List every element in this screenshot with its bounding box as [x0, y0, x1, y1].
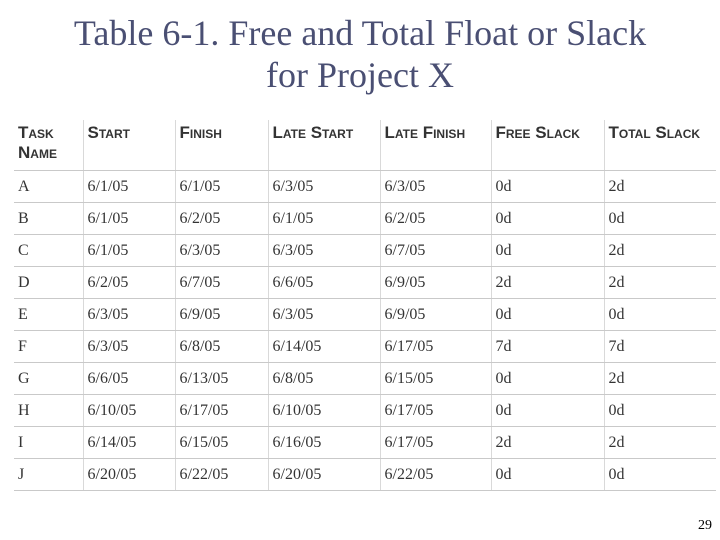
header-late-finish: Late Finish: [380, 120, 491, 171]
cell-late-start: 6/3/05: [268, 235, 380, 267]
cell-free-slack: 0d: [491, 203, 604, 235]
cell-task-name: A: [14, 171, 83, 203]
cell-late-start: 6/10/05: [268, 395, 380, 427]
cell-late-start: 6/3/05: [268, 299, 380, 331]
cell-finish: 6/3/05: [175, 235, 268, 267]
cell-late-finish: 6/15/05: [380, 363, 491, 395]
cell-finish: 6/8/05: [175, 331, 268, 363]
cell-free-slack: 0d: [491, 235, 604, 267]
cell-start: 6/2/05: [83, 267, 175, 299]
cell-total-slack: 2d: [604, 427, 716, 459]
cell-free-slack: 0d: [491, 299, 604, 331]
cell-task-name: I: [14, 427, 83, 459]
cell-start: 6/10/05: [83, 395, 175, 427]
cell-task-name: G: [14, 363, 83, 395]
cell-total-slack: 2d: [604, 363, 716, 395]
cell-finish: 6/17/05: [175, 395, 268, 427]
cell-late-start: 6/6/05: [268, 267, 380, 299]
cell-finish: 6/22/05: [175, 459, 268, 491]
cell-late-finish: 6/9/05: [380, 267, 491, 299]
cell-total-slack: 2d: [604, 171, 716, 203]
cell-task-name: B: [14, 203, 83, 235]
page-number: 29: [698, 518, 712, 533]
header-late-start: Late Start: [268, 120, 380, 171]
cell-start: 6/3/05: [83, 299, 175, 331]
cell-late-start: 6/8/05: [268, 363, 380, 395]
cell-total-slack: 0d: [604, 203, 716, 235]
cell-task-name: E: [14, 299, 83, 331]
cell-finish: 6/9/05: [175, 299, 268, 331]
cell-free-slack: 2d: [491, 427, 604, 459]
cell-total-slack: 0d: [604, 459, 716, 491]
cell-free-slack: 0d: [491, 395, 604, 427]
cell-late-start: 6/16/05: [268, 427, 380, 459]
cell-total-slack: 7d: [604, 331, 716, 363]
table-row: [14, 363, 716, 395]
cell-start: 6/1/05: [83, 203, 175, 235]
cell-late-finish: 6/17/05: [380, 395, 491, 427]
cell-free-slack: 0d: [491, 171, 604, 203]
cell-free-slack: 7d: [491, 331, 604, 363]
cell-finish: 6/13/05: [175, 363, 268, 395]
cell-total-slack: 2d: [604, 235, 716, 267]
header-task-name: Task Name: [14, 120, 83, 171]
cell-late-start: 6/1/05: [268, 203, 380, 235]
table-body: [14, 171, 716, 491]
table-row: [14, 459, 716, 491]
header-finish: Finish: [175, 120, 268, 171]
cell-task-name: C: [14, 235, 83, 267]
header-free-slack: Free Slack: [491, 120, 604, 171]
cell-start: 6/6/05: [83, 363, 175, 395]
cell-late-finish: 6/9/05: [380, 299, 491, 331]
cell-late-finish: 6/2/05: [380, 203, 491, 235]
cell-total-slack: 0d: [604, 299, 716, 331]
cell-task-name: J: [14, 459, 83, 491]
cell-late-start: 6/3/05: [268, 171, 380, 203]
table-row: [14, 203, 716, 235]
cell-total-slack: 0d: [604, 395, 716, 427]
cell-late-finish: 6/22/05: [380, 459, 491, 491]
header-start: Start: [83, 120, 175, 171]
table-row: [14, 299, 716, 331]
cell-task-name: F: [14, 331, 83, 363]
title-line-2: for Project X: [266, 55, 454, 95]
cell-finish: 6/7/05: [175, 267, 268, 299]
cell-start: 6/1/05: [83, 235, 175, 267]
table-row: [14, 427, 716, 459]
cell-total-slack: 2d: [604, 267, 716, 299]
cell-finish: 6/2/05: [175, 203, 268, 235]
cell-free-slack: 2d: [491, 267, 604, 299]
cell-task-name: D: [14, 267, 83, 299]
table-row: [14, 395, 716, 427]
header-total-slack: Total Slack: [604, 120, 716, 171]
cell-start: 6/14/05: [83, 427, 175, 459]
slack-table: [14, 120, 716, 491]
table-row: [14, 267, 716, 299]
table-row: [14, 171, 716, 203]
slide-title: [0, 12, 720, 96]
table-header-row: [14, 120, 716, 171]
cell-finish: 6/1/05: [175, 171, 268, 203]
cell-free-slack: 0d: [491, 459, 604, 491]
cell-late-finish: 6/3/05: [380, 171, 491, 203]
cell-late-finish: 6/7/05: [380, 235, 491, 267]
cell-start: 6/20/05: [83, 459, 175, 491]
cell-late-start: 6/14/05: [268, 331, 380, 363]
table-row: [14, 331, 716, 363]
cell-start: 6/1/05: [83, 171, 175, 203]
cell-free-slack: 0d: [491, 363, 604, 395]
cell-start: 6/3/05: [83, 331, 175, 363]
title-line-1: Table 6-1. Free and Total Float or Slack: [73, 13, 647, 53]
cell-finish: 6/15/05: [175, 427, 268, 459]
cell-late-start: 6/20/05: [268, 459, 380, 491]
cell-late-finish: 6/17/05: [380, 427, 491, 459]
table-row: [14, 235, 716, 267]
cell-late-finish: 6/17/05: [380, 331, 491, 363]
cell-task-name: H: [14, 395, 83, 427]
